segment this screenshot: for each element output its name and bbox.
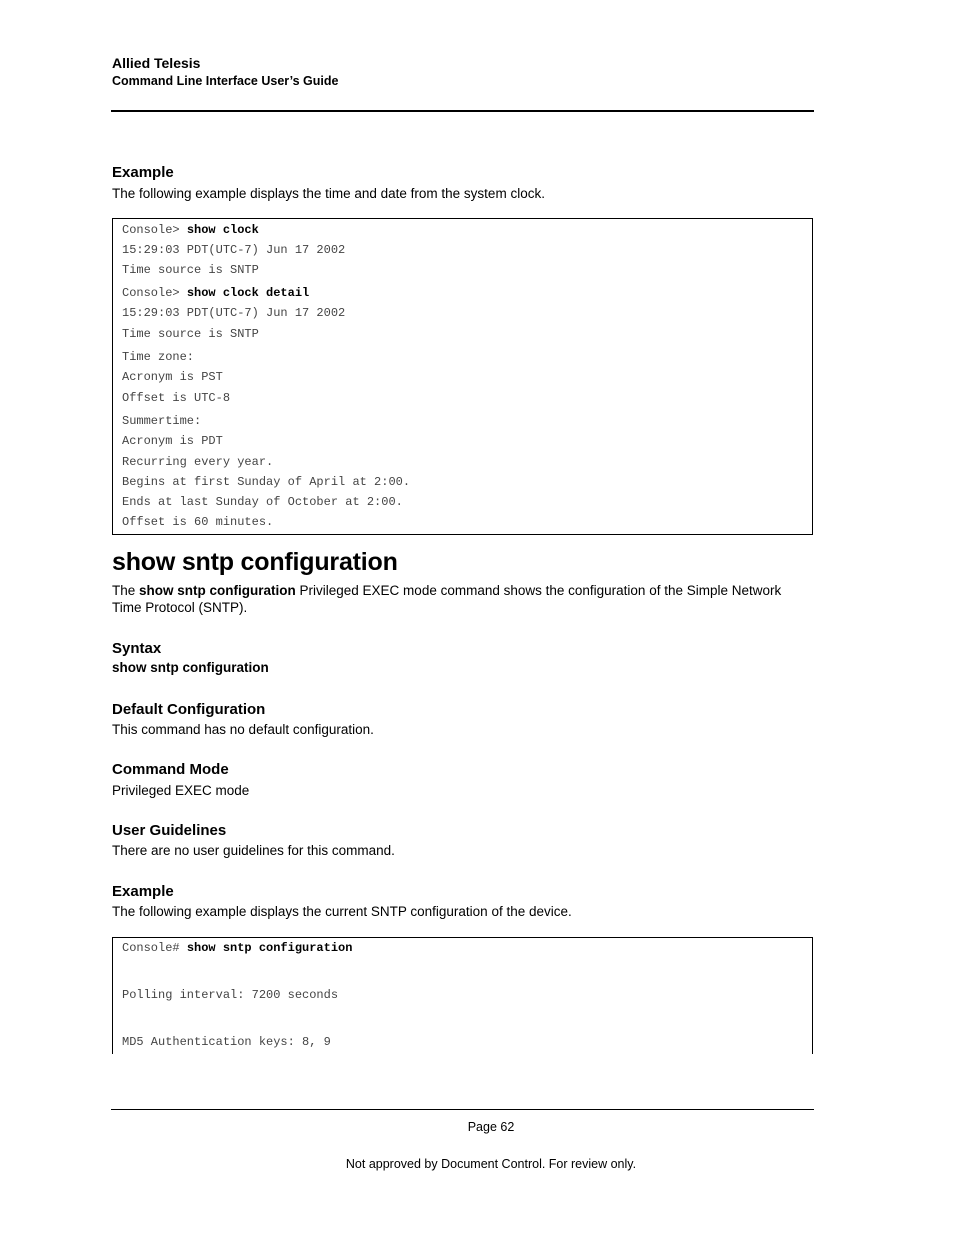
page-number: Page 62 — [467, 1120, 515, 1134]
command-mode-text: Privileged EXEC mode — [112, 783, 250, 798]
code-block-sntp-config — [112, 937, 813, 1054]
user-guidelines-heading: User Guidelines — [112, 822, 227, 839]
code-line: Offset is UTC-8 — [122, 391, 231, 405]
syntax-command: show sntp configuration — [112, 660, 269, 675]
review-notice: Not approved by Document Control. For review only. — [345, 1157, 637, 1171]
code-line: MD5 Authentication keys: 8, 9 — [122, 1035, 331, 1049]
code-line: Ends at last Sunday of October at 2:00. — [122, 495, 403, 509]
code-line: Console> show clock detail — [122, 286, 310, 300]
company-name: Allied Telesis — [112, 55, 201, 71]
code-line: Polling interval: 7200 seconds — [122, 988, 339, 1002]
code-line: Console# show sntp configuration — [122, 941, 353, 955]
code-line: Time source is SNTP — [122, 263, 259, 277]
code-line: Console> show clock — [122, 223, 259, 237]
header-divider — [111, 110, 814, 112]
code-line: 15:29:03 PDT(UTC-7) Jun 17 2002 — [122, 243, 346, 257]
code-line: Acronym is PST — [122, 370, 223, 384]
example-description: The following example displays the time and date from the system clock. — [112, 186, 545, 201]
example-description-2: The following example displays the current SNTP configuration of the device. — [112, 904, 572, 919]
section-intro-continued: Time Protocol (SNTP). — [112, 600, 248, 615]
section-title: show sntp configuration — [112, 548, 398, 576]
example-heading-2: Example — [112, 883, 174, 900]
default-config-heading: Default Configuration — [112, 701, 266, 718]
code-line: Offset is 60 minutes. — [122, 515, 274, 529]
example-heading: Example — [112, 164, 174, 181]
syntax-heading: Syntax — [112, 640, 162, 657]
code-line: Acronym is PDT — [122, 434, 223, 448]
code-line: Time source is SNTP — [122, 327, 259, 341]
footer-divider — [111, 1109, 814, 1110]
command-mode-heading: Command Mode — [112, 761, 229, 778]
user-guidelines-text: There are no user guidelines for this command. — [112, 843, 395, 858]
code-line: Time zone: — [122, 350, 195, 364]
code-block-show-clock — [112, 218, 813, 535]
code-line: Summertime: — [122, 414, 202, 428]
code-line: 15:29:03 PDT(UTC-7) Jun 17 2002 — [122, 306, 346, 320]
code-line: Recurring every year. — [122, 455, 274, 469]
code-line: Begins at first Sunday of April at 2:00. — [122, 475, 411, 489]
section-intro: The show sntp configuration Privileged EXEC mode command shows the configuration of the Simple Network — [112, 583, 782, 598]
default-config-text: This command has no default configuration. — [112, 722, 374, 737]
guide-title: Command Line Interface User’s Guide — [112, 74, 339, 88]
